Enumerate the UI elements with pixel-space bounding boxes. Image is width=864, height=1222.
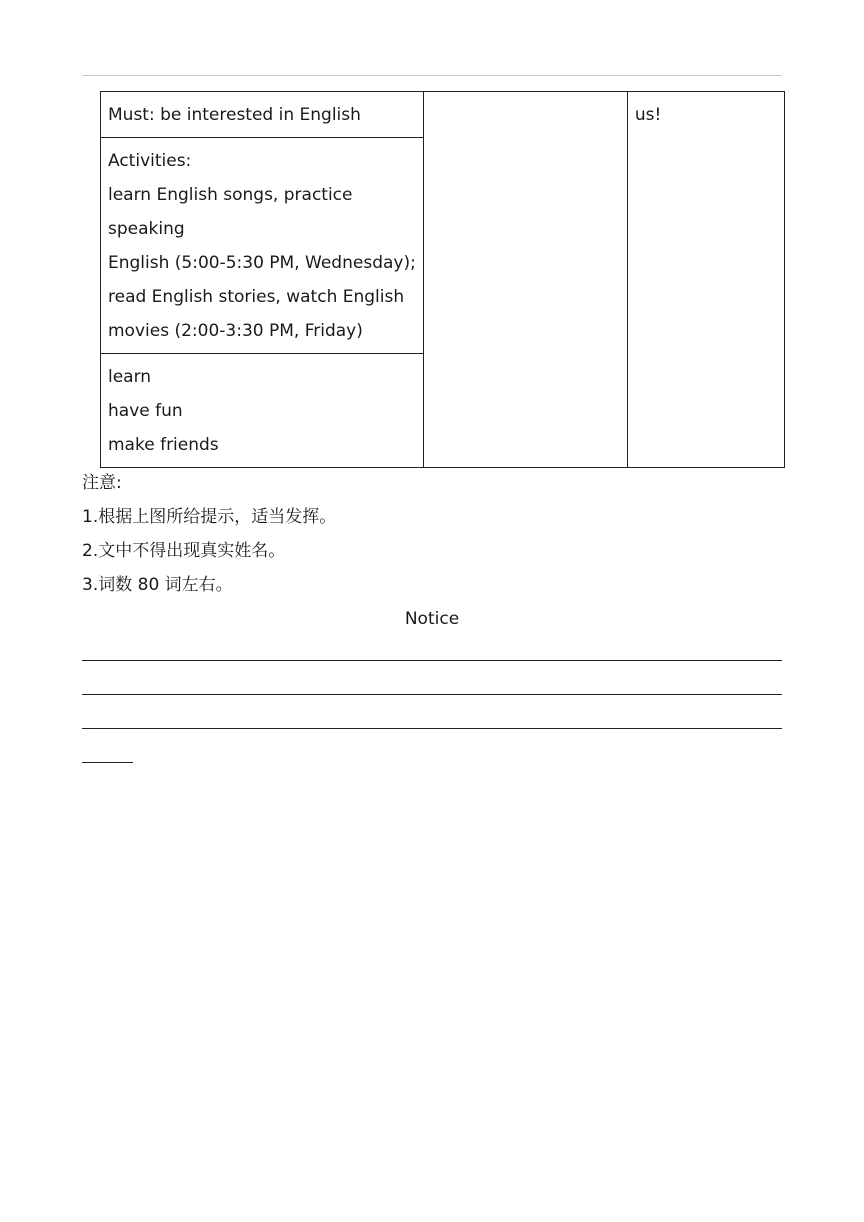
answer-line[interactable]: [82, 670, 782, 704]
activities-line: movies (2:00-3:30 PM, Friday): [108, 321, 363, 341]
instructions-label: 注意:: [82, 473, 122, 493]
club-info-table: [100, 91, 785, 468]
answer-line-end[interactable]: [82, 738, 133, 772]
must-text: Must: be interested in English: [108, 105, 361, 125]
activities-label: Activities:: [108, 151, 192, 171]
activities-line: English (5:00-5:30 PM, Wednesday);: [108, 253, 416, 273]
instruction-item: 2.文中不得出现真实姓名。: [82, 541, 286, 561]
benefit-item: learn: [108, 367, 152, 387]
header-rule: [82, 75, 782, 76]
benefit-item: make friends: [108, 435, 219, 455]
must-cell: [101, 92, 424, 138]
activities-line: learn English songs, practice: [108, 185, 353, 205]
right-cell-text: us!: [634, 105, 662, 125]
answer-line[interactable]: [82, 636, 782, 670]
benefits-cell: [101, 354, 424, 468]
instruction-item: 3.词数 80 词左右。: [82, 575, 233, 595]
activities-line: read English stories, watch English: [108, 287, 405, 307]
instruction-item: 1.根据上图所给提示，适当发挥。: [82, 507, 337, 527]
instructions-section: [82, 466, 782, 772]
activities-cell: [101, 138, 424, 354]
right-cell: [627, 92, 784, 468]
middle-empty-cell: [423, 92, 627, 468]
benefit-item: have fun: [108, 401, 183, 421]
notice-title: Notice: [404, 609, 460, 629]
activities-line: speaking: [108, 219, 185, 239]
answer-line[interactable]: [82, 704, 782, 738]
